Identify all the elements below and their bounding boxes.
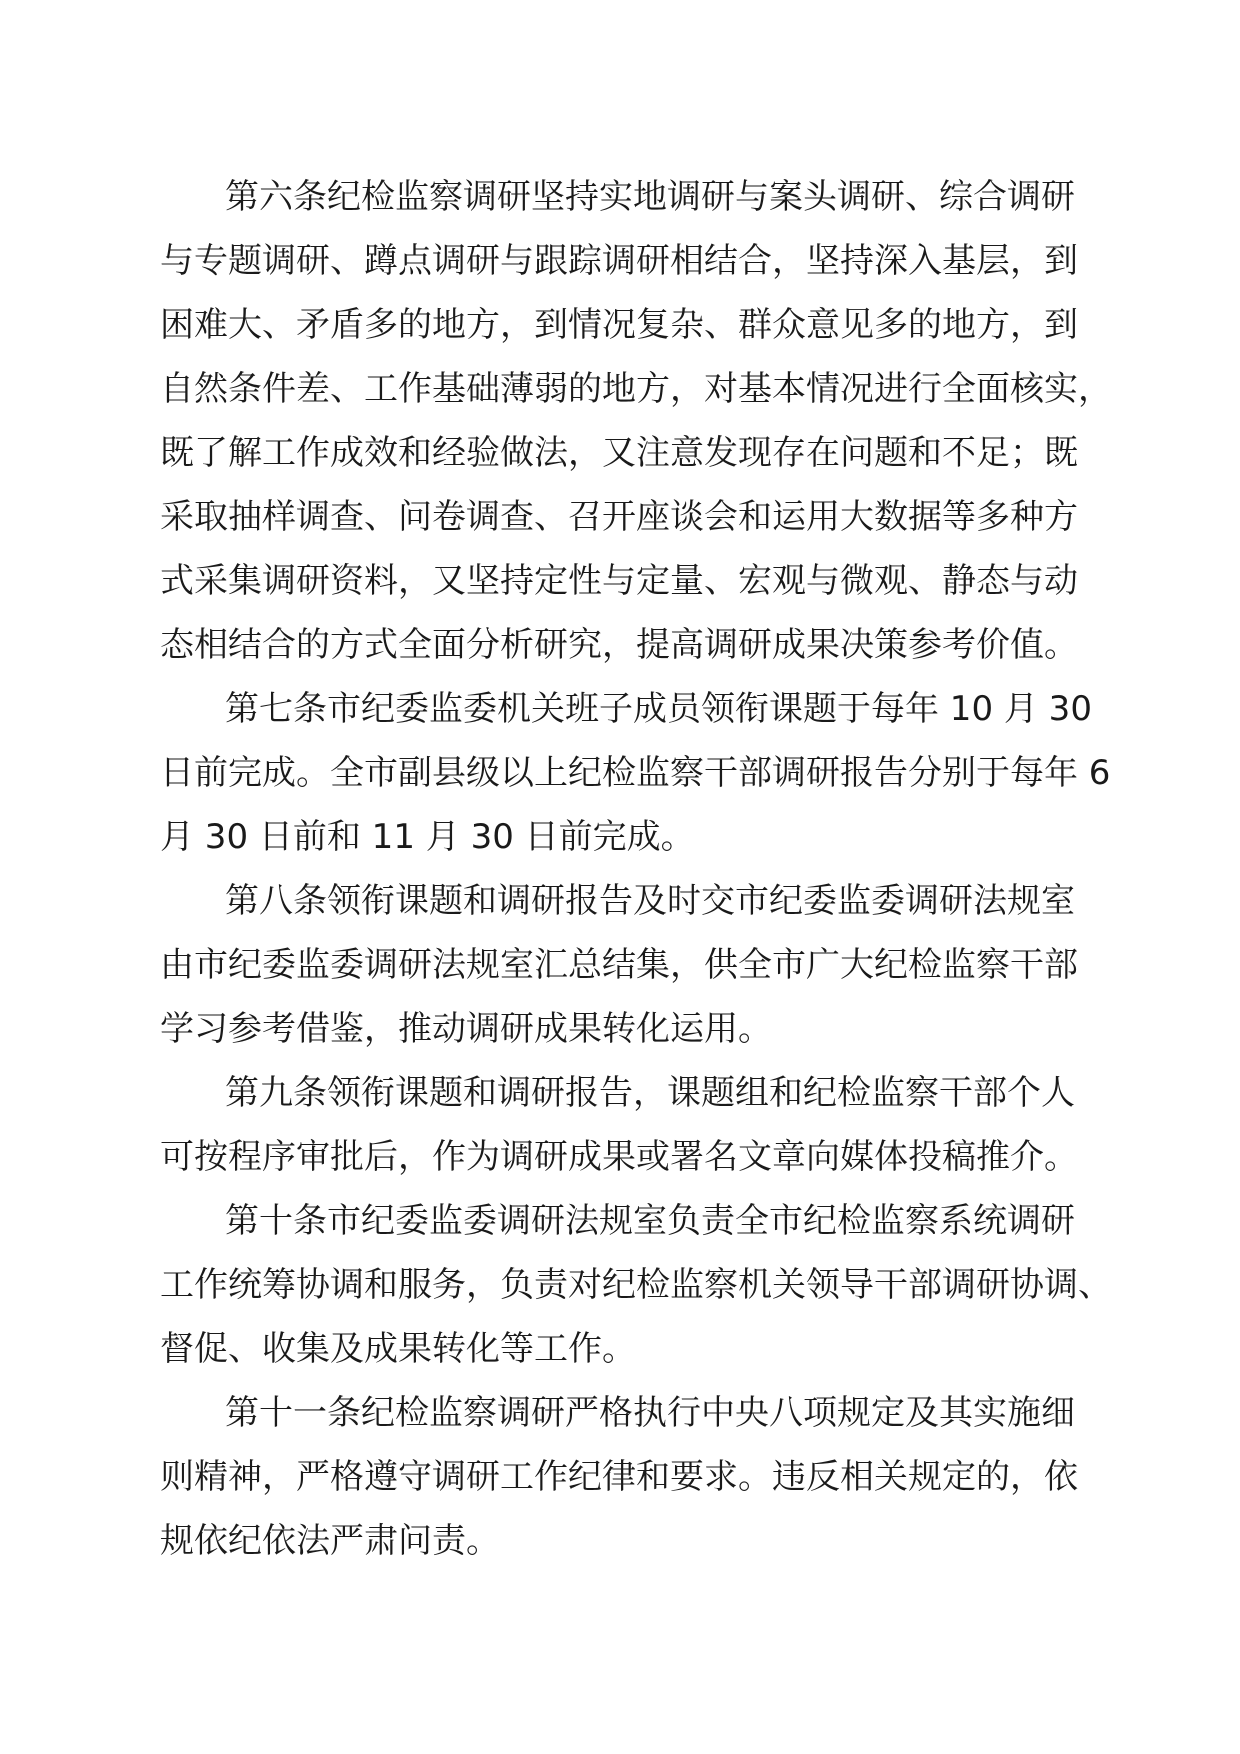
text-line: 日前完成。全市副县级以上纪检监察干部调研报告分别于每年 6 xyxy=(160,753,1111,793)
text-line: 态相结合的方式全面分析研究，提高调研成果决策参考价值。 xyxy=(160,625,1078,665)
text-line: 规依纪依法严肃问责。 xyxy=(160,1521,500,1561)
text-line: 困难大、矛盾多的地方，到情况复杂、群众意见多的地方，到 xyxy=(160,305,1078,345)
text-line: 采取抽样调查、问卷调查、召开座谈会和运用大数据等多种方 xyxy=(160,497,1078,537)
text-line: 则精神，严格遵守调研工作纪律和要求。违反相关规定的，依 xyxy=(160,1457,1078,1497)
text-line: 督促、收集及成果转化等工作。 xyxy=(160,1329,636,1369)
text-line: 式采集调研资料，又坚持定性与定量、宏观与微观、静态与动 xyxy=(160,561,1078,601)
text-line: 第六条纪检监察调研坚持实地调研与案头调研、综合调研 xyxy=(225,177,1075,217)
text-line: 第七条市纪委监委机关班子成员领衔课题于每年 10 月 30 xyxy=(225,689,1092,729)
text-line: 工作统筹协调和服务，负责对纪检监察机关领导干部调研协调、 xyxy=(160,1265,1112,1305)
text-line: 与专题调研、蹲点调研与跟踪调研相结合，坚持深入基层，到 xyxy=(160,241,1078,281)
text-line: 第十一条纪检监察调研严格执行中央八项规定及其实施细 xyxy=(225,1393,1075,1433)
text-line: 第十条市纪委监委调研法规室负责全市纪检监察系统调研 xyxy=(225,1201,1075,1241)
text-line: 由市纪委监委调研法规室汇总结集，供全市广大纪检监察干部 xyxy=(160,945,1078,985)
text-line: 月 30 日前和 11 月 30 日前完成。 xyxy=(160,817,695,857)
text-line: 第九条领衔课题和调研报告，课题组和纪检监察干部个人 xyxy=(225,1073,1075,1113)
text-line: 自然条件差、工作基础薄弱的地方，对基本情况进行全面核实， xyxy=(160,369,1112,409)
text-line: 学习参考借鉴，推动调研成果转化运用。 xyxy=(160,1009,772,1049)
text-line: 可按程序审批后，作为调研成果或署名文章向媒体投稿推介。 xyxy=(160,1137,1078,1177)
text-line: 既了解工作成效和经验做法，又注意发现存在问题和不足；既 xyxy=(160,433,1078,473)
text-line: 第八条领衔课题和调研报告及时交市纪委监委调研法规室 xyxy=(225,881,1075,921)
